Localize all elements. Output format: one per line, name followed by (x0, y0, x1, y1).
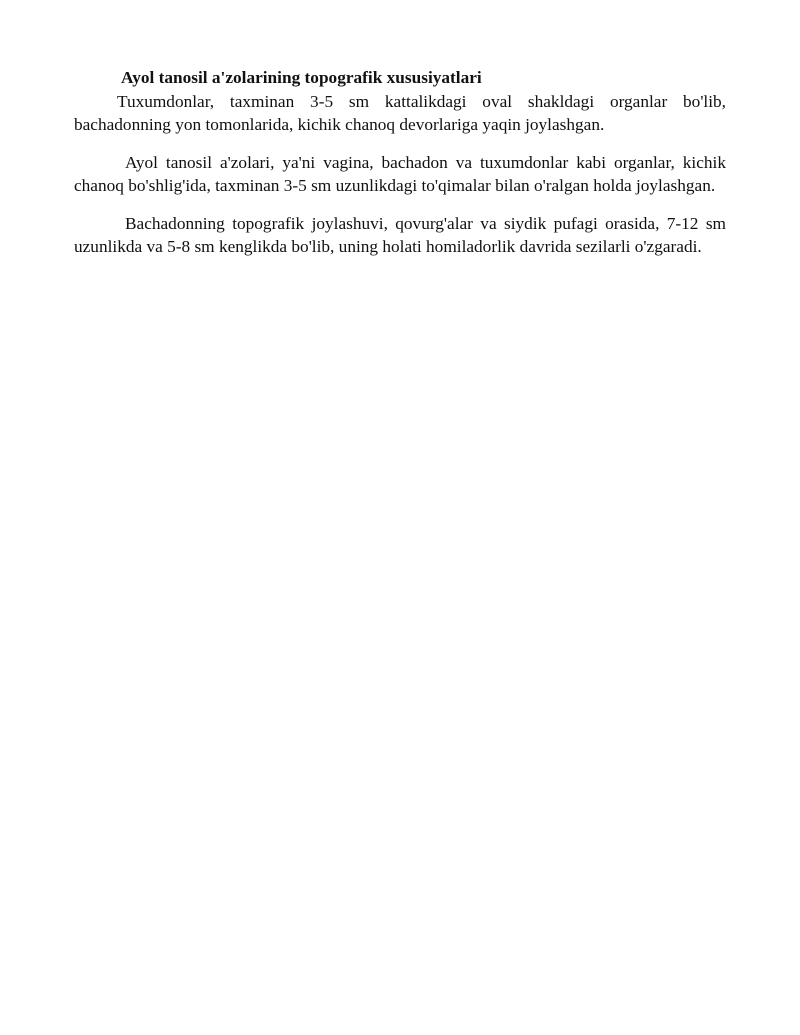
document-body (74, 66, 726, 259)
paragraph-uterus: Bachadonning topografik joylashuvi, qovurg'alar va siydik pufagi orasida, 7-12 sm uzunlikda va 5-8 sm kenglikda bo'lib, uning holati homiladorlik davrida sezilarli o'zgaradi. (74, 213, 726, 256)
paragraph-spacer (74, 198, 726, 212)
paragraph-spacer (74, 137, 726, 151)
document-title: Ayol tanosil a'zolarining topografik xususiyatlari (121, 68, 482, 87)
paragraph-ovaries: Tuxumdonlar, taxminan 3-5 sm kattalikdagi oval shakldagi organlar bo'lib, bachadonning yon tomonlarida, kichik chanoq devorlariga yaqin joylashgan. (74, 91, 726, 134)
paragraph-organs: Ayol tanosil a'zolari, ya'ni vagina, bachadon va tuxumdonlar kabi organlar, kichik chanoq bo'shlig'ida, taxminan 3-5 sm uzunlikdagi to'qimalar bilan o'ralgan holda joylashgan. (74, 152, 726, 195)
